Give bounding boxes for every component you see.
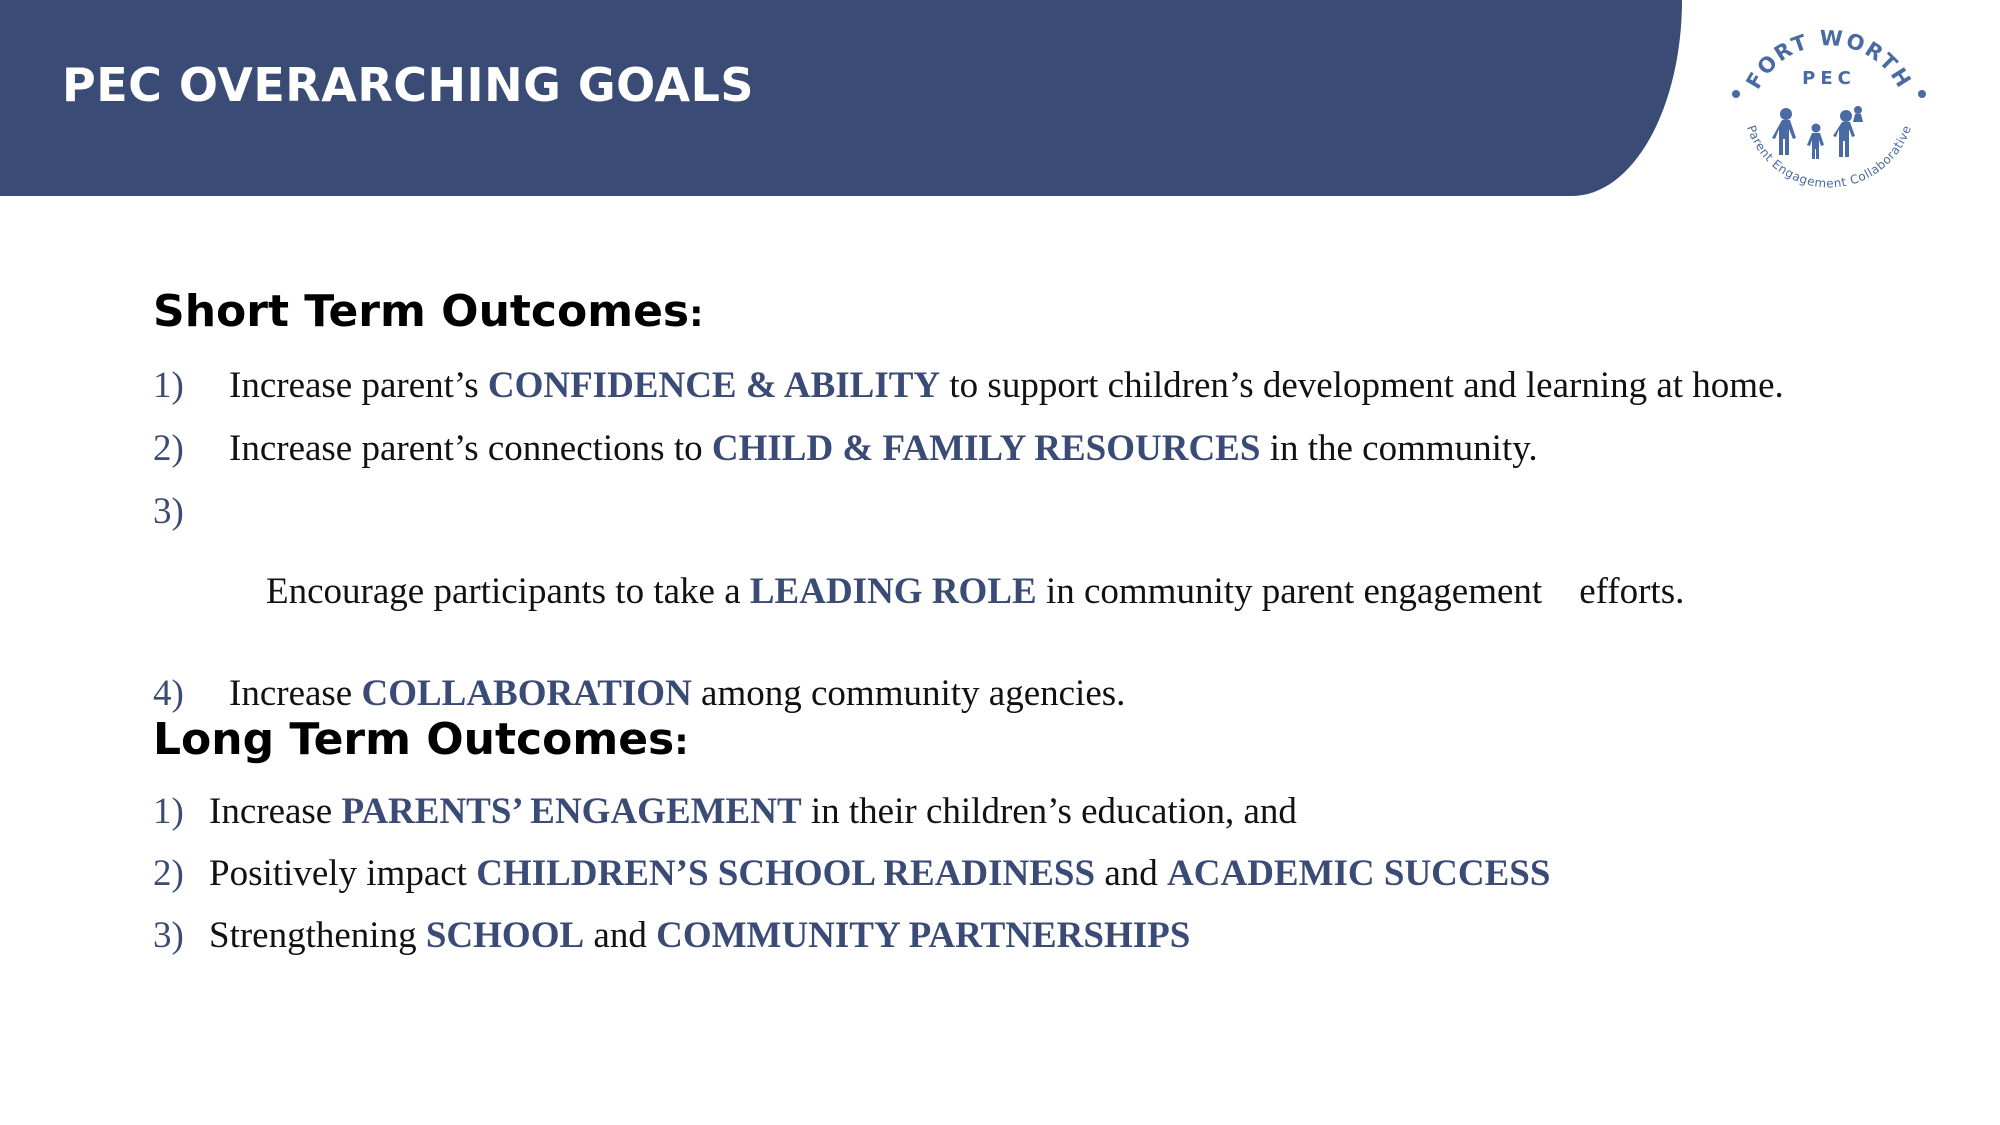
short-term-heading-text: Short Term Outcomes (153, 286, 690, 337)
item-highlight: COLLABORATION (361, 673, 692, 714)
svg-text:Parent Engagement Collaborativ (1744, 123, 1914, 190)
list-number: 1) (153, 791, 184, 832)
long-term-heading-colon: : (674, 722, 689, 763)
list-number: 4) (153, 673, 184, 714)
short-term-item-2 (153, 429, 1933, 469)
item-text-end: in community parent engagement efforts. (1036, 571, 1685, 612)
short-term-item-1 (153, 366, 1933, 406)
long-term-list (153, 792, 1550, 956)
item-highlight: SCHOOL (425, 915, 585, 956)
item-highlight: PARENTS’ ENGAGEMENT (341, 791, 802, 832)
short-term-list (153, 366, 1933, 714)
item-highlight-2: COMMUNITY PARTNERSHIPS (656, 915, 1191, 956)
logo-dot-right (1918, 90, 1926, 98)
logo-middle-text: PEC (1802, 68, 1856, 89)
short-term-heading (153, 286, 704, 337)
long-term-heading (153, 714, 689, 765)
item-text: Increase parent’s (229, 365, 488, 406)
item-highlight: CONFIDENCE & ABILITY (487, 365, 941, 406)
family-figures-icon (1772, 106, 1863, 159)
item-highlight-2: ACADEMIC SUCCESS (1167, 853, 1551, 894)
list-number: 2) (153, 853, 184, 894)
list-number: 3) (153, 491, 184, 532)
item-text-mid: and (584, 915, 657, 956)
short-term-item-3 (153, 492, 1933, 652)
short-term-item-4 (153, 674, 1933, 714)
long-term-heading-text: Long Term Outcomes (153, 714, 675, 765)
item-text: Increase parent’s connections to (229, 428, 712, 469)
logo-bottom-text: Parent Engagement Collaborative (1743, 123, 1915, 191)
long-term-item-1 (153, 792, 1550, 832)
list-number: 3) (153, 915, 184, 956)
item-text-end: in their children’s education, and (801, 791, 1297, 832)
item-text-mid: and (1095, 853, 1168, 894)
logo-top-text: FORT WORTH (1741, 26, 1917, 94)
fort-worth-pec-logo (1724, 24, 1934, 204)
long-term-item-3 (153, 916, 1550, 956)
item-text: Increase (209, 791, 342, 832)
long-term-item-2 (153, 854, 1550, 894)
item-text-end: in the community. (1260, 428, 1538, 469)
item-highlight: LEADING ROLE (749, 571, 1037, 612)
item-text-end: to support children’s development and learning at home. (940, 365, 1784, 406)
item-text: Encourage participants to take a (266, 571, 750, 612)
item-text: Strengthening (209, 915, 426, 956)
item-highlight: CHILD & FAMILY RESOURCES (711, 428, 1261, 469)
page-title: PEC OVERARCHING GOALS (62, 58, 755, 112)
item-text: Increase (229, 673, 362, 714)
item-text: Positively impact (209, 853, 477, 894)
item-text-end: among community agencies. (691, 673, 1126, 714)
list-number: 2) (153, 428, 184, 469)
short-term-heading-colon: : (689, 294, 704, 335)
list-number: 1) (153, 365, 184, 406)
item-highlight: CHILDREN’S SCHOOL READINESS (476, 853, 1096, 894)
logo-dot-left (1732, 90, 1740, 98)
